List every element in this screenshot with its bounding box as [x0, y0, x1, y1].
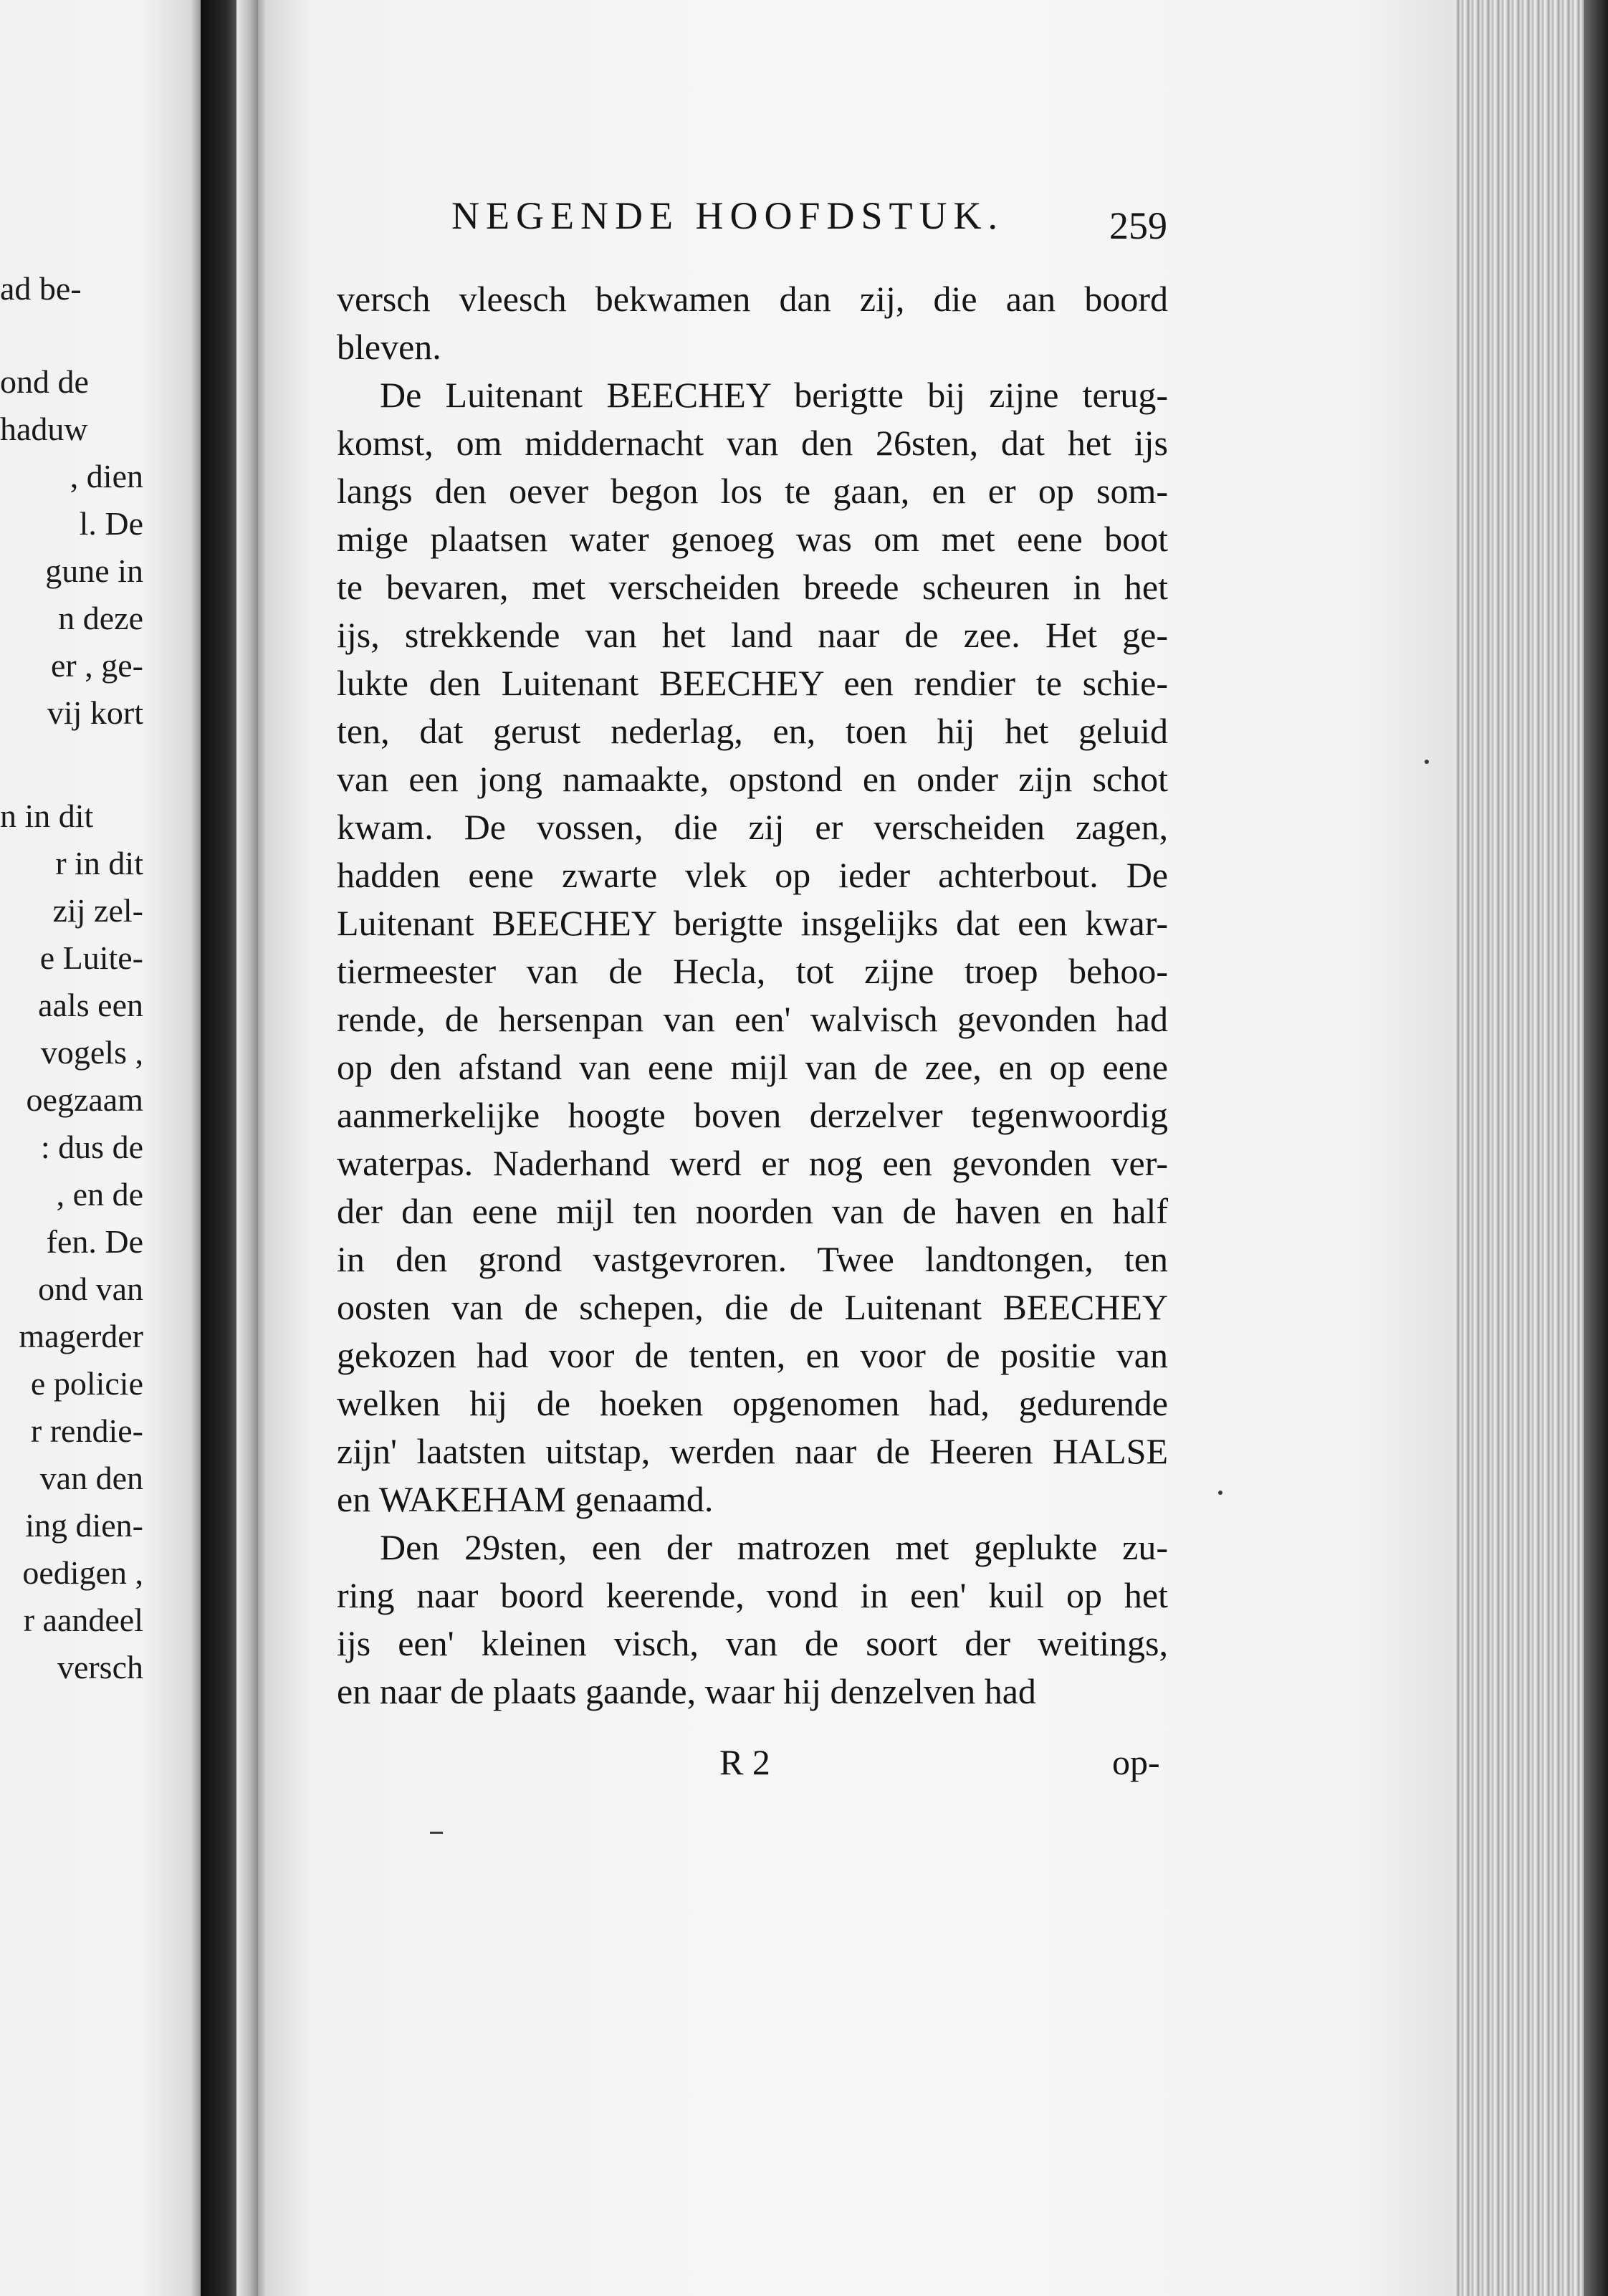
- text-line: aanmerkelijke hoogte boven derzelver tegenwoordig: [337, 1095, 1168, 1135]
- left-page-line: r aandeel: [23, 1602, 143, 1638]
- left-page-line: ond de: [0, 363, 89, 400]
- left-page-line: : dus de: [40, 1129, 143, 1165]
- text-line: langs den oever begon los te gaan, en er op som-: [337, 471, 1168, 511]
- left-page-line: r in dit: [55, 845, 143, 881]
- text-line: en WAKEHAM genaamd.: [337, 1479, 714, 1519]
- text-line: ijs, strekkende van het land naar de zee. Het ge-: [337, 615, 1168, 655]
- left-page-line: n in dit: [0, 798, 94, 834]
- text-line: komst, om middernacht van den 26sten, dat het ijs: [337, 423, 1168, 463]
- text-line: op den afstand van eene mijl van de zee, en op eene: [337, 1047, 1168, 1087]
- text-line: ten, dat gerust nederlag, en, toen hij het geluid: [337, 711, 1168, 751]
- left-page-line: gune in: [45, 553, 143, 589]
- text-line: ijs een' kleinen visch, van de soort der weitings,: [337, 1623, 1168, 1663]
- text-line: De Luitenant BEECHEY berigtte bij zijne terug-: [380, 375, 1168, 415]
- text-line: welken hij de hoeken opgenomen had, gedurende: [337, 1383, 1168, 1423]
- text-line: ring naar boord keerende, vond in een' kuil op het: [337, 1575, 1168, 1615]
- gutter-fold: [236, 0, 258, 2296]
- left-page-line: ad be-: [0, 270, 82, 307]
- left-page-line: oegzaam: [26, 1081, 143, 1118]
- text-line: en naar de plaats gaande, waar hij denzelven had: [337, 1671, 1036, 1711]
- catchword: op-: [1112, 1742, 1160, 1782]
- left-page-line: aals een: [38, 987, 143, 1023]
- text-line: in den grond vastgevroren. Twee landtongen, ten: [337, 1239, 1168, 1279]
- text-line: versch vleesch bekwamen dan zij, die aan boord: [337, 279, 1168, 319]
- left-page: [0, 0, 201, 2296]
- left-page-line: , dien: [70, 458, 143, 494]
- text-line: kwam. De vossen, die zij er verscheiden zagen,: [337, 807, 1168, 847]
- left-page-line: vogels ,: [40, 1034, 143, 1071]
- text-line: gekozen had voor de tenten, en voor de positie van: [337, 1335, 1168, 1375]
- text-line: lukte den Luitenant BEECHEY een rendier te schie-: [337, 663, 1168, 703]
- left-page-line: oedigen ,: [22, 1554, 143, 1591]
- left-page-line: fen. De: [46, 1223, 143, 1260]
- left-page-line: e policie: [30, 1365, 143, 1402]
- text-line: bleven.: [337, 327, 441, 367]
- left-page-line: e Luite-: [39, 939, 143, 976]
- text-line: rende, de hersenpan van een' walvisch gevonden had: [337, 999, 1168, 1039]
- text-line: van een jong namaakte, opstond en onder zijn schot: [337, 759, 1168, 799]
- signature-mark: R 2: [719, 1742, 770, 1782]
- text-line: mige plaatsen water genoeg was om met eene boot: [337, 519, 1168, 559]
- left-page-line: er , ge-: [51, 647, 143, 684]
- left-page-line: versch: [57, 1649, 143, 1685]
- running-head: NEGENDE HOOFDSTUK.: [451, 194, 1004, 237]
- left-page-line: ond van: [38, 1271, 143, 1307]
- left-page-line: , en de: [56, 1176, 143, 1212]
- left-page-line: vij kort: [47, 694, 143, 731]
- text-line: hadden eene zwarte vlek op ieder achterbout. De: [337, 855, 1168, 895]
- page-edges: [1455, 0, 1608, 2296]
- text-line: zijn' laatsten uitstap, werden naar de Heeren HALSE: [337, 1431, 1168, 1471]
- left-page-line: r rendie-: [30, 1412, 143, 1449]
- left-page-line: n deze: [58, 600, 143, 636]
- body-text: [337, 275, 1168, 1716]
- page-number: 259: [1109, 204, 1167, 247]
- text-line: tiermeester van de Hecla, tot zijne troep behoo-: [337, 951, 1168, 991]
- text-line: te bevaren, met verscheiden breede scheuren in het: [337, 567, 1168, 607]
- left-page-line: van den: [39, 1460, 143, 1496]
- speck: [1218, 1491, 1222, 1495]
- speck: [1425, 760, 1429, 764]
- left-page-line: haduw: [0, 411, 88, 447]
- text-line: oosten van de schepen, die de Luitenant BEECHEY: [337, 1287, 1168, 1327]
- left-page-line: magerder: [19, 1318, 143, 1354]
- text-line: der dan eene mijl ten noorden van de haven en half: [337, 1191, 1168, 1231]
- left-page-line: l. De: [79, 505, 143, 542]
- text-line: Luitenant BEECHEY berigtte insgelijks dat een kwar-: [337, 903, 1168, 943]
- text-line: waterpas. Naderhand werd er nog een gevonden ver-: [337, 1143, 1168, 1183]
- speck: [430, 1832, 443, 1834]
- text-line: Den 29sten, een der matrozen met geplukte zu-: [380, 1527, 1168, 1567]
- left-page-line: zij zel-: [52, 892, 143, 929]
- left-page-line: ing dien-: [25, 1507, 143, 1544]
